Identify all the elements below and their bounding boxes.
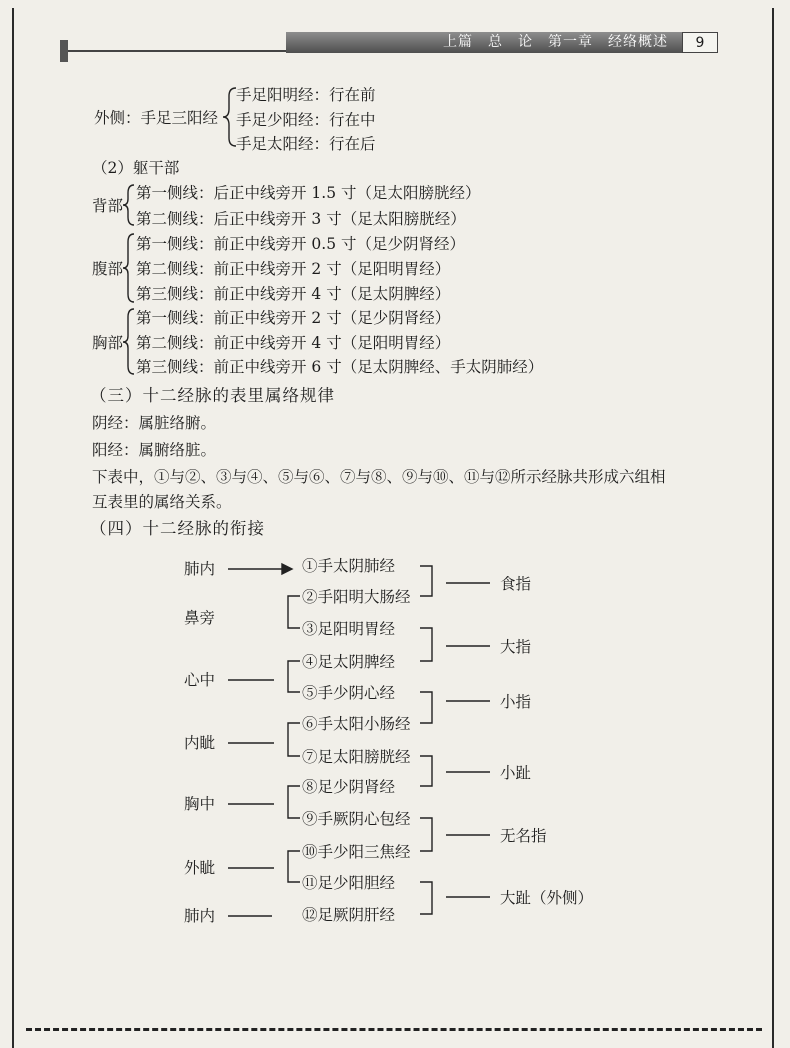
section3-paragraph: 下表中，①与②、③与④、⑤与⑥、⑦与⑧、⑨与⑩、⑪与⑫所示经脉共形成六组相 [92, 468, 666, 486]
trunk-heading: （2）躯干部 [92, 159, 180, 177]
meridian-label: ④足太阴脾经 [302, 653, 396, 671]
limb-lateral-label: 外侧：手足三阳经 [94, 109, 219, 127]
meridian-label: ⑧足少阴肾经 [302, 778, 396, 796]
meridian-label: ⑥手太阳小肠经 [302, 715, 411, 733]
origin-label: 胸中 [184, 795, 216, 813]
meridian-label: ⑦足太阳膀胱经 [302, 748, 411, 766]
junction-label: 小趾 [500, 764, 532, 782]
origin-label: 肺内 [184, 907, 216, 925]
meridian-label: ⑪足少阳胆经 [302, 874, 396, 892]
junction-label: 无名指 [500, 827, 547, 845]
running-header: 上篇 总 论 第一章 经络概述 [443, 34, 668, 50]
trunk-line-item: 第一侧线：前正中线旁开 0.5 寸（足少阴肾经） [136, 235, 466, 253]
trunk-line-item: 第二侧线：前正中线旁开 2 寸（足阳明胃经） [136, 260, 451, 278]
limb-lateral-item: 手足太阳经：行在后 [236, 135, 376, 153]
limb-lateral-item: 手足少阳经：行在中 [236, 111, 376, 129]
meridian-label: ⑩手少阳三焦经 [302, 843, 411, 861]
trunk-line-item: 第三侧线：前正中线旁开 6 寸（足太阴脾经、手太阴肺经） [136, 358, 544, 376]
trunk-group-label: 背部 [92, 197, 124, 215]
junction-label: 大趾（外侧） [500, 889, 594, 907]
section4-heading: （四）十二经脉的衔接 [90, 519, 265, 538]
origin-label: 心中 [184, 671, 216, 689]
trunk-line-item: 第一侧线：前正中线旁开 2 寸（足少阴肾经） [136, 309, 451, 327]
trunk-group-label: 胸部 [92, 334, 124, 352]
origin-label: 肺内 [184, 560, 216, 578]
trunk-line-item: 第三侧线：前正中线旁开 4 寸（足太阴脾经） [136, 285, 451, 303]
meridian-label: ⑤手少阴心经 [302, 684, 396, 702]
meridian-label: ②手阳明大肠经 [302, 588, 411, 606]
meridian-label: ③足阳明胃经 [302, 620, 396, 638]
origin-label: 鼻旁 [184, 609, 216, 627]
section3-line: 阳经：属腑络脏。 [92, 441, 217, 459]
junction-label: 食指 [500, 575, 532, 593]
junction-label: 大指 [500, 638, 532, 656]
meridian-label: ⑫足厥阴肝经 [302, 906, 396, 924]
limb-lateral-item: 手足阳明经：行在前 [236, 86, 376, 104]
origin-label: 外眦 [184, 859, 216, 877]
section3-line: 阴经：属脏络腑。 [92, 414, 217, 432]
page-number: 9 [682, 32, 718, 53]
trunk-group-label: 腹部 [92, 260, 124, 278]
trunk-line-item: 第一侧线：后正中线旁开 1.5 寸（足太阳膀胱经） [136, 184, 481, 202]
trunk-line-item: 第二侧线：前正中线旁开 4 寸（足阳明胃经） [136, 334, 451, 352]
meridian-label: ⑨手厥阴心包经 [302, 810, 411, 828]
section3-paragraph: 互表里的属络关系。 [92, 493, 232, 511]
origin-label: 内眦 [184, 734, 216, 752]
trunk-line-item: 第二侧线：后正中线旁开 3 寸（足太阳膀胱经） [136, 210, 466, 228]
junction-label: 小指 [500, 693, 532, 711]
meridian-label: ①手太阴肺经 [302, 557, 396, 575]
section3-heading: （三）十二经脉的表里属络规律 [90, 386, 335, 405]
